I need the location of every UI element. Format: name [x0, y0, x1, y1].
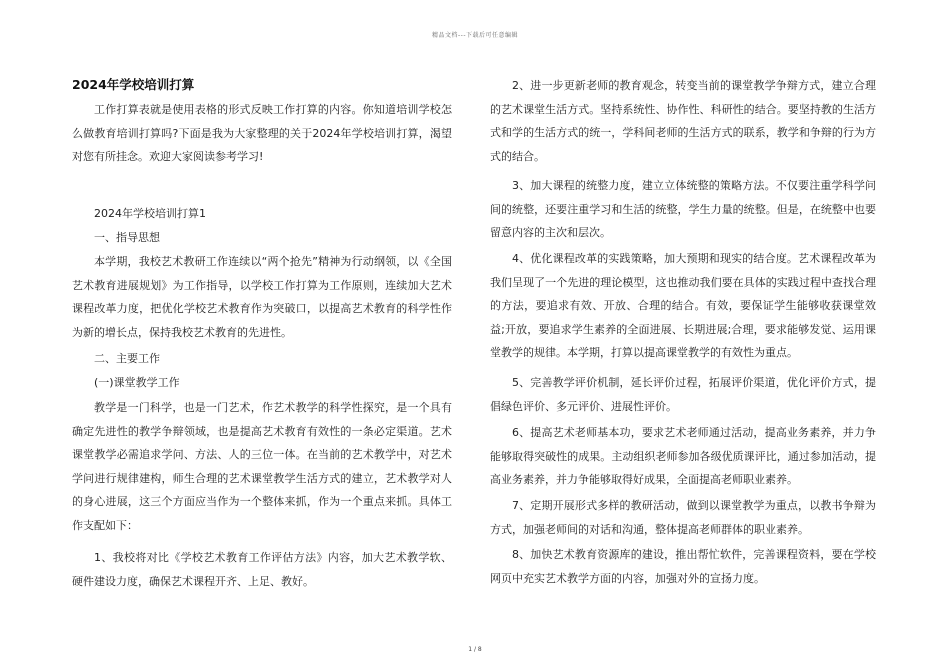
work-item-5: 5、完善教学评价机制，延长评价过程，拓展评价渠道，优化评价方式，提倡绿色评价、多元评价、进展性评价。 [490, 376, 876, 413]
classroom-paragraph: 教学是一门科学，也是一门艺术，作艺术教学的科学性探究，是一个具有确定先进性的教学争辩领域，也是提高艺术教育有效性的一条必定渠道。艺术课堂教学必需追求学问、方法、人的三位一体。在当前的艺术教学中，对艺术学问进行规律建构，师生合理的艺术课堂教学生活方式的建立，艺术教学对人的身心进展，这三个方面应当作为一个整体来抓，作为一个重点来抓。具体工作支配如下： [72, 401, 452, 532]
work-item-4: 4、优化课程改革的实践策略，加大预期和现实的结合度。艺术课程改革为我们呈现了一个先进的理论模型，这也推动我们要在具体的实践过程中查找合理的方法，要追求有效、开放、合理的结合。有效，要保证学生能够收获课堂效益;开放，要追求学生素养的全面进展、长期进展;合理，要求能够发觉、运用课堂教学的规律。本学期，打算以提高课堂教学的有效性为重点。 [490, 252, 876, 360]
document-title: 2024年学校培训打算 [72, 77, 195, 92]
work-item-6: 6、提高艺术老师基本功，要求艺术老师通过活动，提高业务素养，并力争能够取得突破性的成果。主动组织老师参加各级优质课评比，通过参加活动，提高业务素养，并力争能够取得好成果，全面提高老师职业素养。 [490, 426, 876, 487]
work-item-2: 2、进一步更新老师的教育观念，转变当前的课堂教学争辩方式，建立合理的艺术课堂生活方式。坚持系统性、协作性、科研性的结合。要坚持教的生活方式和学的生活方式的统一，学科间老师的生活方式的联系，教学和争辩的行为方式的结合。 [490, 79, 876, 163]
intro-paragraph: 工作打算表就是使用表格的形式反映工作打算的内容。你知道培训学校怎么做教育培训打算吗?下面是我为大家整理的关于2024年学校培训打算，渴望对您有所挂念。欢迎大家阅读参考学习! [72, 103, 452, 164]
plan-heading: 2024年学校培训打算1 [94, 207, 206, 220]
section-heading-main-work: 二、主要工作 [94, 352, 160, 365]
work-item-8: 8、加快艺术教育资源库的建设，推出帮忙软件，完善课程资料，要在学校网页中充实艺术教学方面的内容，加强对外的宣扬力度。 [490, 548, 876, 585]
guiding-thought-paragraph: 本学期，我校艺术教研工作连续以“两个抢先”精神为行动纲领，以《全国艺术教育进展规划》为工作指导，以学校工作打算为工作原则，连续加大艺术课程改革力度，把优化学校艺术教育作为突破口，以提高艺术教育的科学性作为新的增长点，保持我校艺术教育的先进性。 [72, 255, 452, 339]
subsection-heading-classroom: (一)课堂教学工作 [94, 376, 180, 389]
work-item-1: 1、我校将对比《学校艺术教育工作评估方法》内容，加大艺术教学软、硬件建设力度，确保艺术课程开齐、上足、教好。 [72, 551, 452, 588]
section-heading-guiding-thought: 一、指导思想 [94, 231, 160, 244]
header-note: 精品文档---下载后可任意编辑 [432, 32, 518, 39]
work-item-3: 3、加大课程的统整力度，建立立体统整的策略方法。不仅要注重学科学问间的统整，还要注重学习和生活的统整，学生力量的统整。但是，在统整中也要留意内容的主次和层次。 [490, 179, 876, 240]
work-item-7: 7、定期开展形式多样的教研活动，做到以课堂教学为重点，以教书争辩为方式，加强老师间的对话和沟通，整体提高老师群体的职业素养。 [490, 499, 876, 536]
page-number: 1 / 8 [468, 646, 482, 653]
